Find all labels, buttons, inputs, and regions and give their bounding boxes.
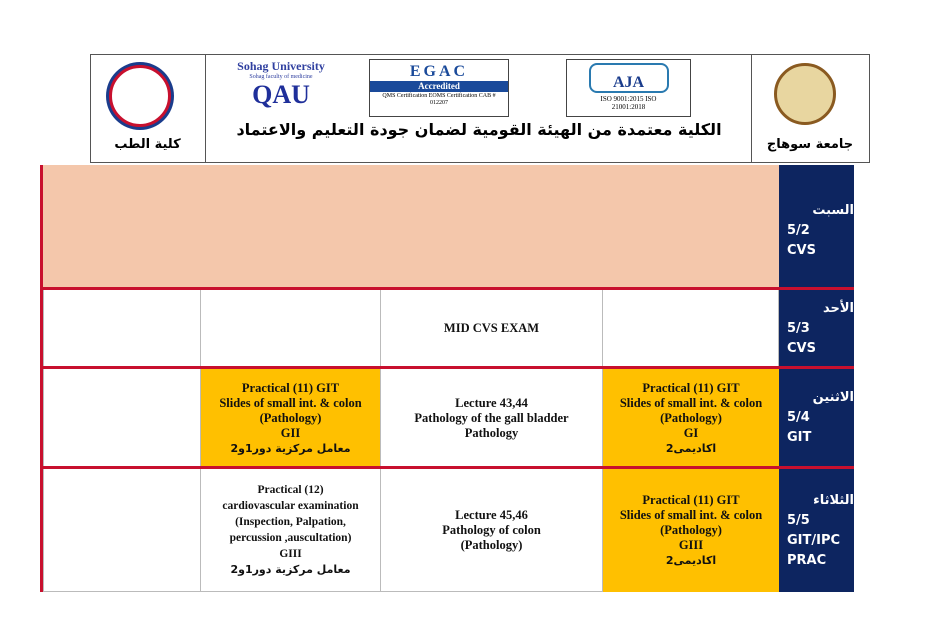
day-module: CVS xyxy=(787,242,816,258)
day-date: 5/2 xyxy=(787,222,810,238)
cell-line: Slides of small int. & colon xyxy=(219,395,362,410)
document-header xyxy=(90,54,870,163)
location-label: اكاديمى2 xyxy=(665,554,717,567)
cell-line: Lecture 45,46 xyxy=(455,507,528,522)
cell-line: Pathology xyxy=(464,425,519,440)
cell-line: GIII xyxy=(678,538,704,552)
egac-text: EGAC xyxy=(409,63,469,80)
sohag-university-logo xyxy=(774,63,836,125)
practical-cell xyxy=(602,369,779,467)
exam-label: MID CVS EXAM xyxy=(443,321,540,335)
day-cell-saturday xyxy=(779,165,854,288)
day-cell-tuesday xyxy=(779,469,854,592)
day-name: السبت xyxy=(812,202,854,218)
qau-text: QAU xyxy=(252,80,310,109)
sohag-university-text: Sohag University xyxy=(237,59,325,73)
aja-text: AJA xyxy=(589,63,669,93)
sohag-subtitle: Sohag faculty of medicine xyxy=(249,74,313,80)
cell-line: (Pathology) xyxy=(660,523,722,537)
practical-cell xyxy=(200,369,380,467)
day-date: 5/3 xyxy=(787,320,810,336)
day-cell-monday xyxy=(779,369,854,467)
schedule-cell xyxy=(43,369,200,467)
practical-cell xyxy=(602,469,779,592)
cell-line: percussion ,auscultation) xyxy=(229,532,352,544)
aja-logo xyxy=(566,59,691,117)
cell-line: (Pathology) xyxy=(259,410,322,425)
cell-line: Practical (11) GIT xyxy=(642,380,740,395)
cell-line: Pathology of the gall bladder xyxy=(414,410,569,425)
cell-line: GII xyxy=(280,425,301,440)
day-date: 5/5 xyxy=(787,512,810,528)
location-label: معامل مركزية دور1و2 xyxy=(230,563,351,576)
cell-line: Pathology of colon xyxy=(442,522,541,537)
faculty-label: كلية الطب xyxy=(114,137,181,152)
faculty-logo-cell xyxy=(91,55,206,162)
cell-line: (Pathology) xyxy=(660,410,722,425)
qau-logo xyxy=(219,59,343,119)
cell-line: Slides of small int. & colon xyxy=(619,508,763,522)
aja-cert: ISO 9001:2015 ISO 21001:2018 xyxy=(600,95,657,111)
schedule-cell xyxy=(200,290,380,367)
cell-line: (Inspection, Palpation, xyxy=(235,516,346,528)
exam-cell xyxy=(380,290,602,367)
day-module: PRAC xyxy=(787,552,827,568)
egac-cert: QMS Certification EOMS Certification CAB # 012207 xyxy=(382,93,496,106)
cell-line: Practical (12) xyxy=(257,484,324,496)
cell-line: Practical (11) GIT xyxy=(241,380,340,395)
schedule-cell xyxy=(43,469,200,592)
cell-line: Lecture 43,44 xyxy=(455,395,528,410)
day-cell-sunday xyxy=(779,290,854,367)
day-module: GIT/IPC xyxy=(787,532,841,548)
cell-line: GIII xyxy=(279,548,302,560)
day-name: الثلاثاء xyxy=(813,492,854,508)
egac-logo xyxy=(369,59,509,117)
cell-line: Practical (11) GIT xyxy=(642,493,740,507)
cell-line: GI xyxy=(683,425,699,440)
day-name: الأحد xyxy=(822,300,854,316)
cell-line: Slides of small int. & colon xyxy=(619,395,763,410)
lecture-cell xyxy=(380,469,602,592)
schedule-cell xyxy=(43,290,200,367)
egac-sub: Accredited xyxy=(370,81,508,92)
location-label: معامل مركزية دور1و2 xyxy=(230,441,351,455)
cell-line: (Pathology) xyxy=(460,537,523,552)
practical-cell xyxy=(200,469,380,592)
schedule-cell xyxy=(602,290,779,367)
accreditation-text: الكلية معتمدة من الهيئة القومية لضمان جودة التعليم والاعتماد xyxy=(236,120,722,139)
day-name: الاثنين xyxy=(812,390,854,405)
holiday-cell xyxy=(43,165,779,288)
university-label: جامعة سوهاج xyxy=(766,137,854,152)
university-logo-cell xyxy=(751,55,869,162)
faculty-of-medicine-logo xyxy=(109,65,171,127)
lecture-cell xyxy=(380,369,602,467)
cell-line: cardiovascular examination xyxy=(222,500,359,512)
day-module: CVS xyxy=(787,340,816,356)
day-date: 5/4 xyxy=(787,410,810,425)
day-module: GIT xyxy=(787,430,812,445)
location-label: اكاديمى2 xyxy=(665,441,717,455)
